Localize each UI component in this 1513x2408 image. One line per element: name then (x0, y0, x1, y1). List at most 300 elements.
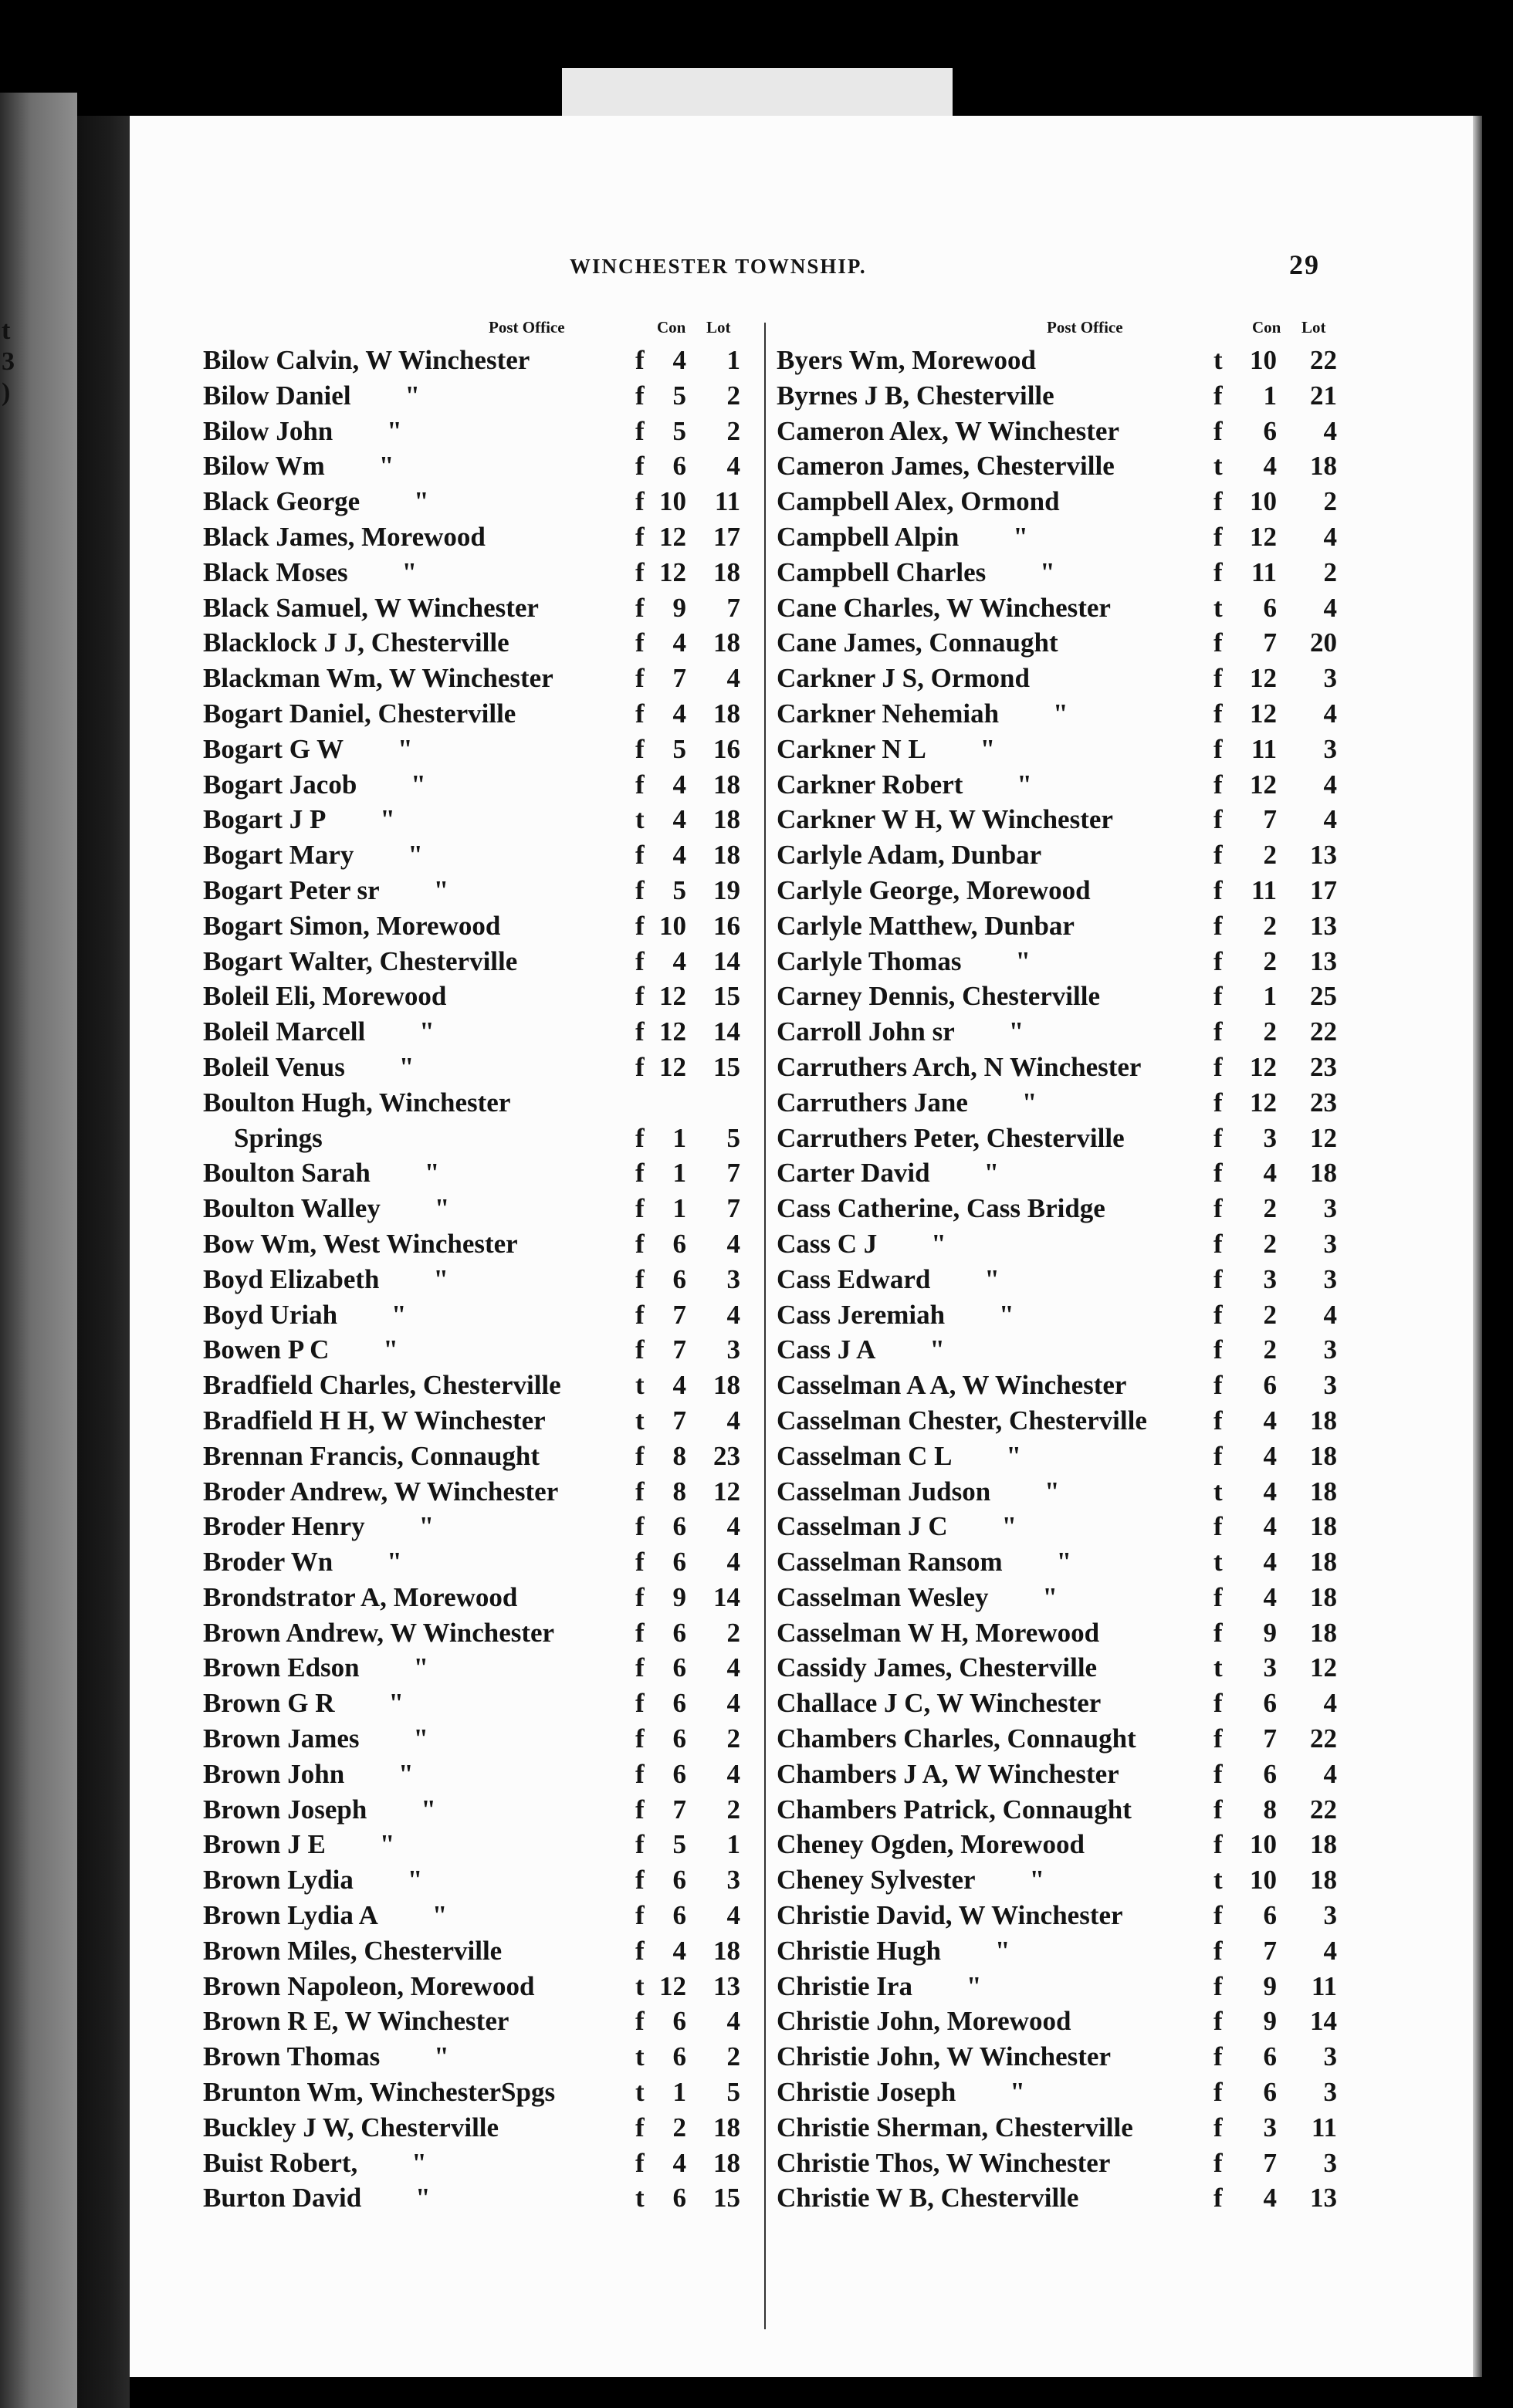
entry-name: Boulton Hugh, Winchester (203, 1087, 511, 1118)
entry-name: Brown Joseph " (203, 1794, 436, 1825)
entry-lot: 3 (1323, 2077, 1337, 2108)
entry-concession: 2 (1263, 945, 1277, 976)
entry-lot: 15 (713, 2183, 740, 2214)
entry-concession: 7 (1263, 627, 1277, 658)
lot-header: Lot (1301, 318, 1326, 337)
entry-concession: 7 (1263, 804, 1277, 835)
directory-entry (203, 732, 774, 767)
entry-lot: 18 (1310, 451, 1337, 482)
entry-tenure: f (1213, 1405, 1223, 1436)
entry-name: Brown John " (203, 1758, 414, 1789)
directory-entry (203, 873, 774, 908)
entry-concession: 12 (1250, 698, 1277, 729)
entry-concession: 5 (672, 415, 686, 446)
entry-concession: 6 (1263, 1758, 1277, 1789)
directory-entry (203, 590, 774, 626)
entry-tenure: f (635, 910, 645, 941)
entry-name: Bogart Walter, Chesterville (203, 945, 518, 976)
entry-tenure: f (1213, 2183, 1223, 2214)
entry-tenure: f (635, 1865, 645, 1896)
entry-lot: 18 (1310, 1547, 1337, 1578)
entry-name: Cassidy James, Chesterville (777, 1652, 1098, 1683)
entry-name: Boyd Uriah " (203, 1299, 407, 1330)
directory-entry (203, 1262, 774, 1297)
directory-column-left (203, 318, 774, 2216)
entry-lot: 13 (1310, 910, 1337, 941)
entry-tenure: f (1213, 1511, 1223, 1542)
entry-concession: 6 (672, 1900, 686, 1931)
entry-tenure: f (635, 945, 645, 976)
directory-entry (777, 1050, 1348, 1085)
entry-concession: 2 (1263, 840, 1277, 871)
entry-concession: 2 (1263, 1228, 1277, 1259)
entry-name: Carter David " (777, 1158, 1000, 1189)
column-header (203, 318, 774, 343)
entry-tenure: f (1213, 1617, 1223, 1648)
directory-entry (203, 1933, 774, 1969)
entry-concession: 6 (672, 451, 686, 482)
directory-entry (203, 661, 774, 696)
directory-entry (777, 378, 1348, 414)
entry-name: Broder Wn " (203, 1547, 402, 1578)
page-edge-shadow (1473, 116, 1482, 2377)
entry-tenure: f (635, 1016, 645, 1047)
entry-tenure: f (635, 451, 645, 482)
entry-tenure: f (635, 2112, 645, 2143)
entry-lot: 4 (726, 1299, 740, 1330)
entry-concession: 4 (1263, 1440, 1277, 1471)
entry-tenure: t (1213, 1865, 1223, 1896)
entry-tenure: f (635, 1900, 645, 1931)
entry-lot: 4 (1323, 521, 1337, 552)
directory-column-right (777, 318, 1348, 2216)
entry-concession: 6 (672, 1688, 686, 1719)
entry-name: Bogart J P " (203, 804, 395, 835)
entry-concession: 2 (1263, 1193, 1277, 1224)
entry-concession: 1 (672, 1158, 686, 1189)
entry-tenure: f (635, 1511, 645, 1542)
entry-name: Casselman J C " (777, 1511, 1017, 1542)
entry-name: Boleil Venus " (203, 1051, 415, 1082)
entry-lot: 12 (713, 1476, 740, 1507)
entry-tenure: f (1213, 874, 1223, 905)
entry-name: Campbell Alex, Ormond (777, 486, 1060, 517)
entry-name: Bogart Peter sr " (203, 874, 449, 905)
entry-name: Cass Edward " (777, 1263, 1000, 1294)
entry-lot: 7 (726, 1158, 740, 1189)
entry-concession: 10 (1250, 486, 1277, 517)
entry-tenure: f (635, 874, 645, 905)
directory-entry (777, 696, 1348, 732)
entry-name: Boulton Walley " (203, 1193, 450, 1224)
entry-lot: 18 (1310, 1405, 1337, 1436)
entry-concession: 4 (672, 945, 686, 976)
entry-concession: 8 (672, 1440, 686, 1471)
directory-entry (777, 802, 1348, 837)
directory-entry (203, 1155, 774, 1191)
directory-entry (777, 1121, 1348, 1156)
entry-concession: 9 (1263, 1617, 1277, 1648)
entry-name: Casselman A A, W Winchester (777, 1370, 1127, 1401)
entry-concession: 12 (659, 1051, 686, 1082)
entry-concession: 4 (1263, 1158, 1277, 1189)
entry-lot: 17 (1310, 874, 1337, 905)
entry-name: Bogart Daniel, Chesterville (203, 698, 516, 729)
entry-name: Brown J E " (203, 1829, 395, 1860)
entry-name: Black George " (203, 486, 429, 517)
entry-concession: 10 (1250, 1865, 1277, 1896)
entry-concession: 4 (1263, 2183, 1277, 2214)
directory-entry (203, 1050, 774, 1085)
entry-lot: 20 (1310, 627, 1337, 658)
entry-name: Campbell Charles " (777, 556, 1055, 587)
entry-lot: 18 (713, 2147, 740, 2178)
entry-concession: 4 (672, 345, 686, 375)
entry-name: Chambers J A, W Winchester (777, 1758, 1119, 1789)
entry-lot: 4 (726, 1688, 740, 1719)
facing-page-glyph: t (2, 316, 11, 345)
directory-entry (203, 1757, 774, 1792)
entry-name: Christie Sherman, Chesterville (777, 2112, 1133, 2143)
entry-lot: 11 (714, 486, 740, 517)
directory-entry (203, 2180, 774, 2216)
entry-tenure: f (635, 2147, 645, 2178)
entry-tenure: f (1213, 733, 1223, 764)
entry-concession: 7 (672, 1405, 686, 1436)
entry-name: Cass J A " (777, 1334, 945, 1365)
entry-lot: 3 (726, 1263, 740, 1294)
entry-tenure: f (635, 1547, 645, 1578)
entry-lot: 18 (713, 627, 740, 658)
entry-concession: 7 (672, 1334, 686, 1365)
entry-name: Cass Jeremiah " (777, 1299, 1014, 1330)
entry-concession: 12 (659, 1970, 686, 2001)
entry-lot: 5 (726, 2077, 740, 2108)
entry-concession: 4 (1263, 1547, 1277, 1578)
entry-tenure: f (635, 627, 645, 658)
entry-tenure: f (635, 1617, 645, 1648)
entry-tenure: f (635, 698, 645, 729)
entry-tenure: f (1213, 1263, 1223, 1294)
entry-lot: 15 (713, 1051, 740, 1082)
lot-header: Lot (706, 318, 731, 337)
con-header: Con (657, 318, 686, 337)
entry-lot: 23 (713, 1440, 740, 1471)
entry-tenure: f (1213, 1087, 1223, 1118)
entry-concession: 9 (672, 592, 686, 623)
entry-name: Brondstrator A, Morewood (203, 1581, 518, 1612)
entry-lot: 25 (1310, 981, 1337, 1012)
entry-concession: 11 (1251, 556, 1277, 587)
entry-lot: 18 (1310, 1158, 1337, 1189)
entry-lot: 22 (1310, 1794, 1337, 1825)
entry-name: Carroll John sr " (777, 1016, 1024, 1047)
entry-name: Cane Charles, W Winchester (777, 592, 1111, 623)
directory-entry (203, 1332, 774, 1368)
directory-entry (777, 2039, 1348, 2075)
entry-lot: 3 (1323, 1334, 1337, 1365)
entry-name: Casselman Ransom " (777, 1547, 1072, 1578)
entry-concession: 3 (1263, 1122, 1277, 1153)
entry-concession: 6 (1263, 415, 1277, 446)
entry-concession: 6 (1263, 1688, 1277, 1719)
entry-name: Chambers Charles, Connaught (777, 1723, 1136, 1754)
entry-name: Casselman W H, Morewood (777, 1617, 1100, 1648)
directory-entry (777, 661, 1348, 696)
entry-name: Blacklock J J, Chesterville (203, 627, 509, 658)
post-office-header: Post Office (489, 318, 565, 337)
entry-lot: 12 (1310, 1652, 1337, 1683)
entry-lot: 18 (713, 1370, 740, 1401)
entry-lot: 4 (1323, 804, 1337, 835)
entry-lot: 3 (1323, 663, 1337, 694)
directory-entry (203, 1544, 774, 1580)
entry-concession: 7 (1263, 2147, 1277, 2178)
entry-lot: 18 (713, 804, 740, 835)
entry-name: Black Moses " (203, 556, 418, 587)
directory-entry (203, 908, 774, 944)
entry-lot: 18 (1310, 1829, 1337, 1860)
entry-concession: 7 (672, 1299, 686, 1330)
entry-concession: 12 (1250, 521, 1277, 552)
entry-name: Bradfield H H, W Winchester (203, 1405, 546, 1436)
entry-concession: 6 (1263, 2041, 1277, 2072)
entry-concession: 6 (1263, 592, 1277, 623)
entry-concession: 4 (672, 1935, 686, 1966)
entry-concession: 9 (1263, 1970, 1277, 2001)
entry-name: Boleil Eli, Morewood (203, 981, 447, 1012)
entry-lot: 16 (713, 910, 740, 941)
directory-entry (777, 555, 1348, 590)
directory-entry (777, 873, 1348, 908)
directory-entry (203, 1898, 774, 1933)
directory-entry (203, 1827, 774, 1862)
facing-page-glyph: ) (2, 378, 11, 407)
entry-tenure: f (1213, 1935, 1223, 1966)
directory-entry (203, 1085, 774, 1121)
entry-concession: 4 (1263, 1405, 1277, 1436)
directory-entry (777, 1862, 1348, 1898)
entry-concession: 2 (1263, 1299, 1277, 1330)
entry-lot: 12 (1310, 1122, 1337, 1153)
directory-entry (203, 448, 774, 484)
entry-concession: 4 (672, 769, 686, 800)
entry-tenure: f (635, 981, 645, 1012)
entry-tenure: f (1213, 1334, 1223, 1365)
page-tab (562, 68, 953, 116)
entry-concession: 10 (659, 910, 686, 941)
entry-lot: 2 (726, 1617, 740, 1648)
entry-name: Bow Wm, West Winchester (203, 1228, 518, 1259)
entry-name: Brennan Francis, Connaught (203, 1440, 540, 1471)
entry-tenure: f (635, 556, 645, 587)
entry-tenure: t (1213, 451, 1223, 482)
entry-name: Brown Miles, Chesterville (203, 1935, 503, 1966)
entry-concession: 6 (672, 1228, 686, 1259)
entry-concession: 8 (672, 1476, 686, 1507)
entry-concession: 4 (672, 627, 686, 658)
directory-entry (777, 590, 1348, 626)
entry-name: Casselman Chester, Chesterville (777, 1405, 1147, 1436)
directory-entry (777, 1474, 1348, 1510)
entry-tenure: t (1213, 592, 1223, 623)
entry-tenure: f (635, 1794, 645, 1825)
entry-name: Carlyle Adam, Dunbar (777, 840, 1042, 871)
entry-tenure: f (635, 1758, 645, 1789)
entry-tenure: f (635, 380, 645, 411)
entry-concession: 3 (1263, 1652, 1277, 1683)
entry-tenure: f (1213, 1228, 1223, 1259)
entry-name: Brown James " (203, 1723, 428, 1754)
entry-tenure: f (635, 1263, 645, 1294)
entry-name: Carkner J S, Ormond (777, 663, 1030, 694)
entry-tenure: f (1213, 840, 1223, 871)
entry-concession: 8 (1263, 1794, 1277, 1825)
directory-entry (203, 1650, 774, 1686)
entry-name: Buist Robert, " (203, 2147, 427, 2178)
entry-lot: 4 (1323, 415, 1337, 446)
entry-concession: 10 (1250, 345, 1277, 375)
entry-tenure: f (1213, 1723, 1223, 1754)
entry-tenure: t (1213, 1652, 1223, 1683)
directory-entry (203, 1439, 774, 1474)
entry-tenure: t (635, 1970, 645, 2001)
entry-name: Carkner N L " (777, 733, 996, 764)
entry-lot: 18 (1310, 1865, 1337, 1896)
entry-name: Burton David " (203, 2183, 431, 2214)
entry-tenure: f (635, 1334, 645, 1365)
entry-tenure: f (635, 2006, 645, 2037)
entry-concession: 7 (672, 663, 686, 694)
entry-lot: 2 (726, 1794, 740, 1825)
entry-name: Christie W B, Chesterville (777, 2183, 1079, 2214)
post-office-header: Post Office (1047, 318, 1123, 337)
entry-lot: 3 (1323, 1193, 1337, 1224)
facing-page-edge (0, 93, 77, 2408)
directory-entry (777, 2180, 1348, 2216)
entry-tenure: f (1213, 1900, 1223, 1931)
entry-lot: 4 (726, 663, 740, 694)
directory-entry (777, 1191, 1348, 1226)
entry-lot: 13 (1310, 945, 1337, 976)
entry-concession: 4 (672, 804, 686, 835)
directory-entry (777, 908, 1348, 944)
entry-name: Carruthers Peter, Chesterville (777, 1122, 1125, 1153)
entry-lot: 4 (1323, 1688, 1337, 1719)
entry-lot: 14 (713, 945, 740, 976)
entry-lot: 2 (1323, 486, 1337, 517)
directory-entry (777, 1898, 1348, 1933)
entry-tenure: f (1213, 1758, 1223, 1789)
directory-entry (203, 767, 774, 803)
entry-name: Bogart G W " (203, 733, 413, 764)
entry-name: Carlyle George, Morewood (777, 874, 1091, 905)
entry-tenure: f (1213, 769, 1223, 800)
directory-entry (203, 519, 774, 555)
entry-name: Broder Andrew, W Winchester (203, 1476, 559, 1507)
directory-entry (777, 767, 1348, 803)
entry-name: Bowen P C " (203, 1334, 398, 1365)
entry-tenure: f (1213, 945, 1223, 976)
entry-concession: 9 (672, 1581, 686, 1612)
directory-entry (777, 1226, 1348, 1262)
entry-name: Bilow John " (203, 415, 402, 446)
entry-tenure: f (1213, 1440, 1223, 1471)
entry-tenure: f (1213, 486, 1223, 517)
entry-lot: 1 (726, 345, 740, 375)
entry-name: Black James, Morewood (203, 521, 486, 552)
directory-entry (777, 448, 1348, 484)
entry-lot: 14 (713, 1581, 740, 1612)
entry-name: Bogart Mary " (203, 840, 423, 871)
entry-name: Christie Joseph " (777, 2077, 1025, 2108)
entry-concession: 12 (659, 981, 686, 1012)
entry-concession: 6 (672, 1723, 686, 1754)
directory-entry (203, 1721, 774, 1757)
directory-entry (777, 1403, 1348, 1439)
directory-entry (203, 802, 774, 837)
entry-concession: 1 (1263, 380, 1277, 411)
entry-tenure: f (635, 769, 645, 800)
entry-name: Brown G R " (203, 1688, 404, 1719)
directory-entry (203, 944, 774, 979)
entry-name: Christie Thos, W Winchester (777, 2147, 1111, 2178)
directory-entry (203, 625, 774, 661)
directory-entry (203, 1580, 774, 1615)
entry-lot: 21 (1310, 380, 1337, 411)
entry-concession: 1 (672, 2077, 686, 2108)
entry-lot: 18 (1310, 1476, 1337, 1507)
entry-tenure: f (1213, 1370, 1223, 1401)
entry-lot: 3 (726, 1334, 740, 1365)
directory-entry (203, 1191, 774, 1226)
page-number: 29 (1289, 249, 1320, 280)
entry-tenure: f (1213, 1051, 1223, 1082)
entry-tenure: f (635, 415, 645, 446)
column-header (777, 318, 1348, 343)
entry-name: Byrnes J B, Chesterville (777, 380, 1054, 411)
entry-name: Brown Napoleon, Morewood (203, 1970, 535, 2001)
directory-entry (203, 1615, 774, 1651)
entry-lot: 4 (1323, 592, 1337, 623)
entry-concession: 4 (1263, 451, 1277, 482)
directory-entry (777, 1544, 1348, 1580)
entry-tenure: f (635, 840, 645, 871)
entry-lot: 23 (1310, 1087, 1337, 1118)
entry-tenure: f (1213, 663, 1223, 694)
entry-lot: 7 (726, 592, 740, 623)
directory-entry (203, 1969, 774, 2004)
directory-entry (203, 1862, 774, 1898)
entry-lot: 2 (726, 415, 740, 446)
directory-entry (777, 1933, 1348, 1969)
entry-lot: 19 (713, 874, 740, 905)
entry-lot: 4 (726, 1547, 740, 1578)
entry-lot: 4 (1323, 698, 1337, 729)
entry-name: Bilow Daniel " (203, 380, 420, 411)
entry-lot: 3 (1323, 1370, 1337, 1401)
directory-entry (777, 1332, 1348, 1368)
entry-tenure: t (1213, 1547, 1223, 1578)
entry-lot: 4 (1323, 1299, 1337, 1330)
entry-concession: 1 (672, 1193, 686, 1224)
entry-lot: 18 (713, 698, 740, 729)
entry-concession: 5 (672, 874, 686, 905)
directory-entry (777, 1757, 1348, 1792)
directory-entry (203, 1403, 774, 1439)
entry-concession: 4 (672, 1370, 686, 1401)
directory-entry (203, 2039, 774, 2075)
